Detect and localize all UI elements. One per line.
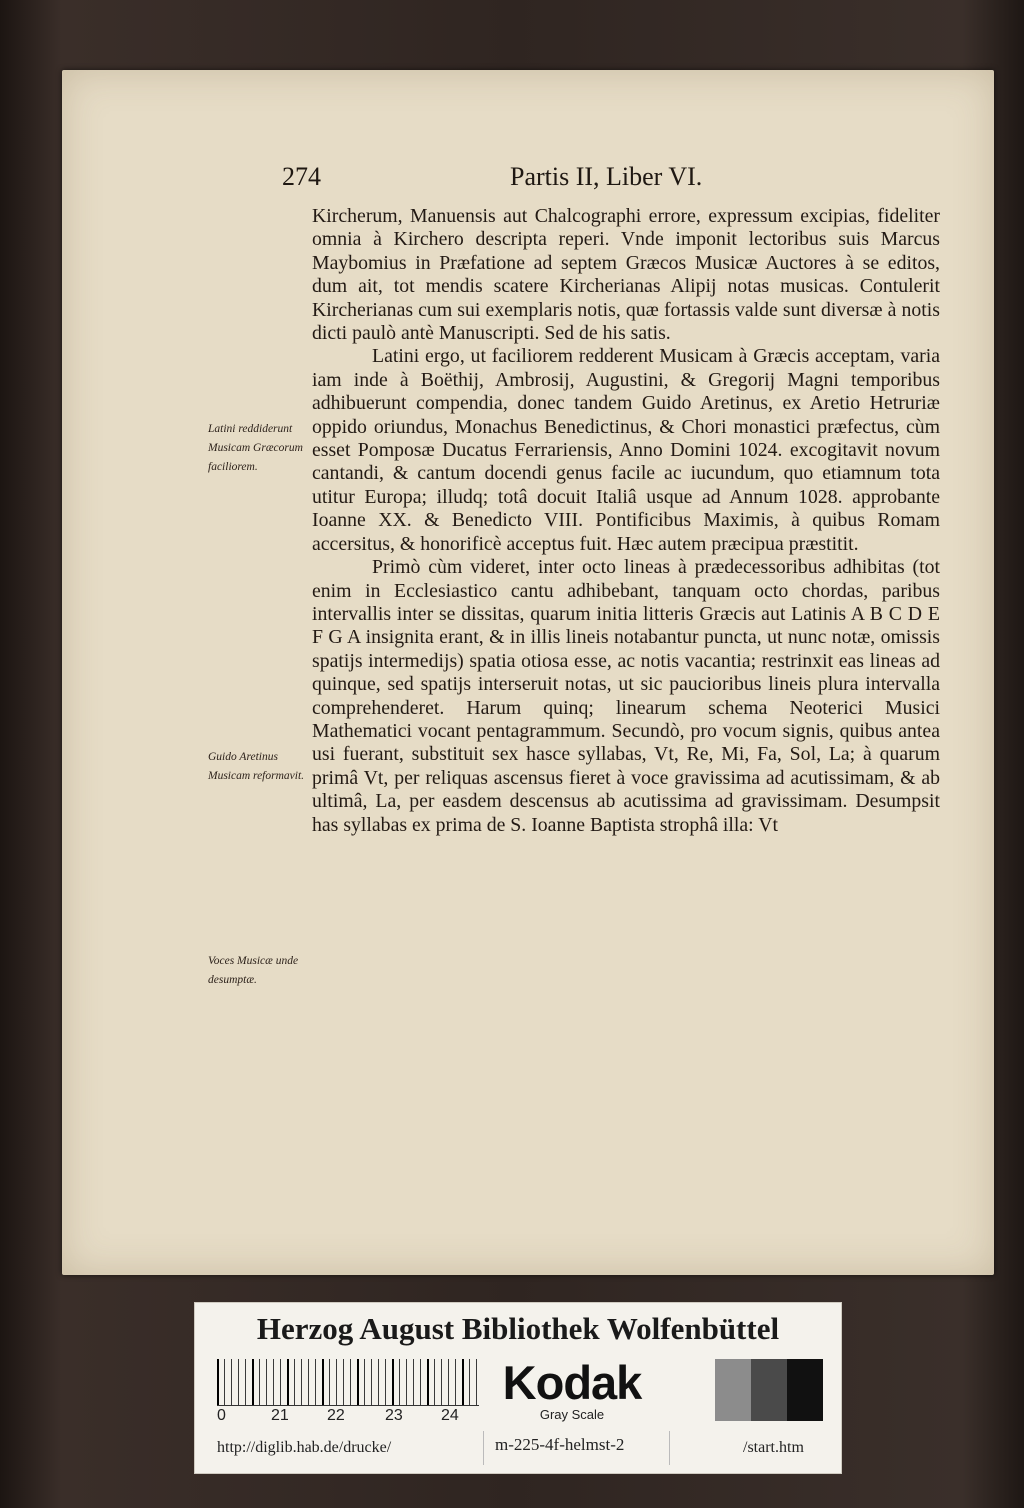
marginal-note-voces: Voces Musicæ unde desumptæ. — [208, 955, 299, 986]
ruler-label: 23 — [385, 1407, 403, 1424]
kodak-logo: Kodak — [502, 1356, 642, 1409]
ruler-label: 0 — [217, 1407, 226, 1424]
paragraph-2: Latini ergo, ut faciliorem redderent Musicam à Græcis acceptam, varia iam inde à Boëthij, Ambrosij, Augustini, & Gregorij Magni temporibus adhibuerunt compendia, donec tandem Guido Aretinus, ex Aretio Hetruriæ oppido oriundus, Monachus Benedictinus, & Chori monastici præfectus, cùm esset Pomposæ Ducatus Ferrariensis, Anno Domini 1024. excogitavit novum cantandi, & cantum docendi genus facile ac iucundum, quo etiamnum tota utitur Europa; illudq; totâ docuit Italiâ usque ad Annum 1028. approbante Ioanne XX. & Benedicto VIII. Pontificibus Maximis, à quibus Romam accersitus, & honorificè acceptus fuit. Hæc autem præcipua præstitit. — [312, 345, 940, 555]
marginal-note-guido: Guido Aretinus Musicam reformavit. — [208, 751, 305, 782]
library-color-card — [194, 1302, 842, 1474]
ruler-major-ticks — [217, 1359, 479, 1405]
ruler-labels — [217, 1407, 479, 1427]
gray-patch-mid — [751, 1359, 787, 1421]
card-divider — [669, 1431, 670, 1465]
ruler-label: 22 — [327, 1407, 345, 1424]
gray-scale-caption: Gray Scale — [539, 1407, 605, 1422]
library-name: Herzog August Bibliothek Wolfenbüttel — [256, 1311, 780, 1346]
card-divider — [483, 1431, 484, 1465]
ruler-label: 24 — [441, 1407, 459, 1424]
url-suffix: /start.htm — [743, 1439, 804, 1456]
ruler-label: 21 — [271, 1407, 289, 1424]
gray-patch-dark — [787, 1359, 823, 1421]
url-signature: m-225-4f-helmst-2 — [495, 1435, 625, 1454]
url-base: http://diglib.hab.de/drucke/ — [217, 1439, 392, 1456]
body-text — [312, 205, 940, 837]
page-number: 274 — [282, 162, 321, 191]
gray-patch-light — [715, 1359, 751, 1421]
paragraph-3: Primò cùm videret, inter octo lineas à prædecessoribus adhibitas (tot enim in Ecclesiastico cantu adhibebant, tanquam octo chordas, paribus intervallis inter se dissitas, quarum initia litteris Græcis aut Latinis A B C D E F G A insignita erant, & in illis lineis notabantur puncta, ut nunc notæ, omissis spatijs intermedijs) spatia otiosa esse, ac notis vacantia; restrinxit eas lineas ad quinque, sed spatijs interseruit notas, ut sic paucioribus lineis plura intervalla comprehenderet. Harum quinq; linearum schema Neoterici Musici Mathematici vocant pentagrammum. Secundò, pro vocum signis, quibus antea usi fuerant, substituit sex hasce syllabas, Vt, Re, Mi, Fa, Sol, La; à quarum primâ Vt, per reliquas ascensus fieret à voce gravissima ad acutissimam, & ab ultimâ, La, per easdem descensus ab acutissima ad gravissimam. Desumpsit has syllabas ex prima de S. Ioanne Baptista strophâ illa: Vt — [312, 556, 940, 836]
paragraph-1: Kircherum, Manuensis aut Chalcographi errore, expressum excipias, fideliter omnia à Kirchero descripta reperi. Vnde imponit lectoribus suis Marcus Maybomius in Præfatione ad septem Græcos Musicæ Auctores à se editos, dum ait, tot mendis scatere Kircherianas Alipij notas musicas. Contulerit Kircherianas cum sui exemplaris notis, quæ fortassis valde sunt diversæ à notis dicti paulò antè Manuscripti. Sed de his satis. — [312, 205, 940, 345]
marginal-note-latini: Latini reddiderunt Musicam Græcorum faciliorem. — [208, 423, 303, 473]
page-header — [282, 162, 942, 202]
running-head: Partis II, Liber VI. — [510, 162, 703, 191]
